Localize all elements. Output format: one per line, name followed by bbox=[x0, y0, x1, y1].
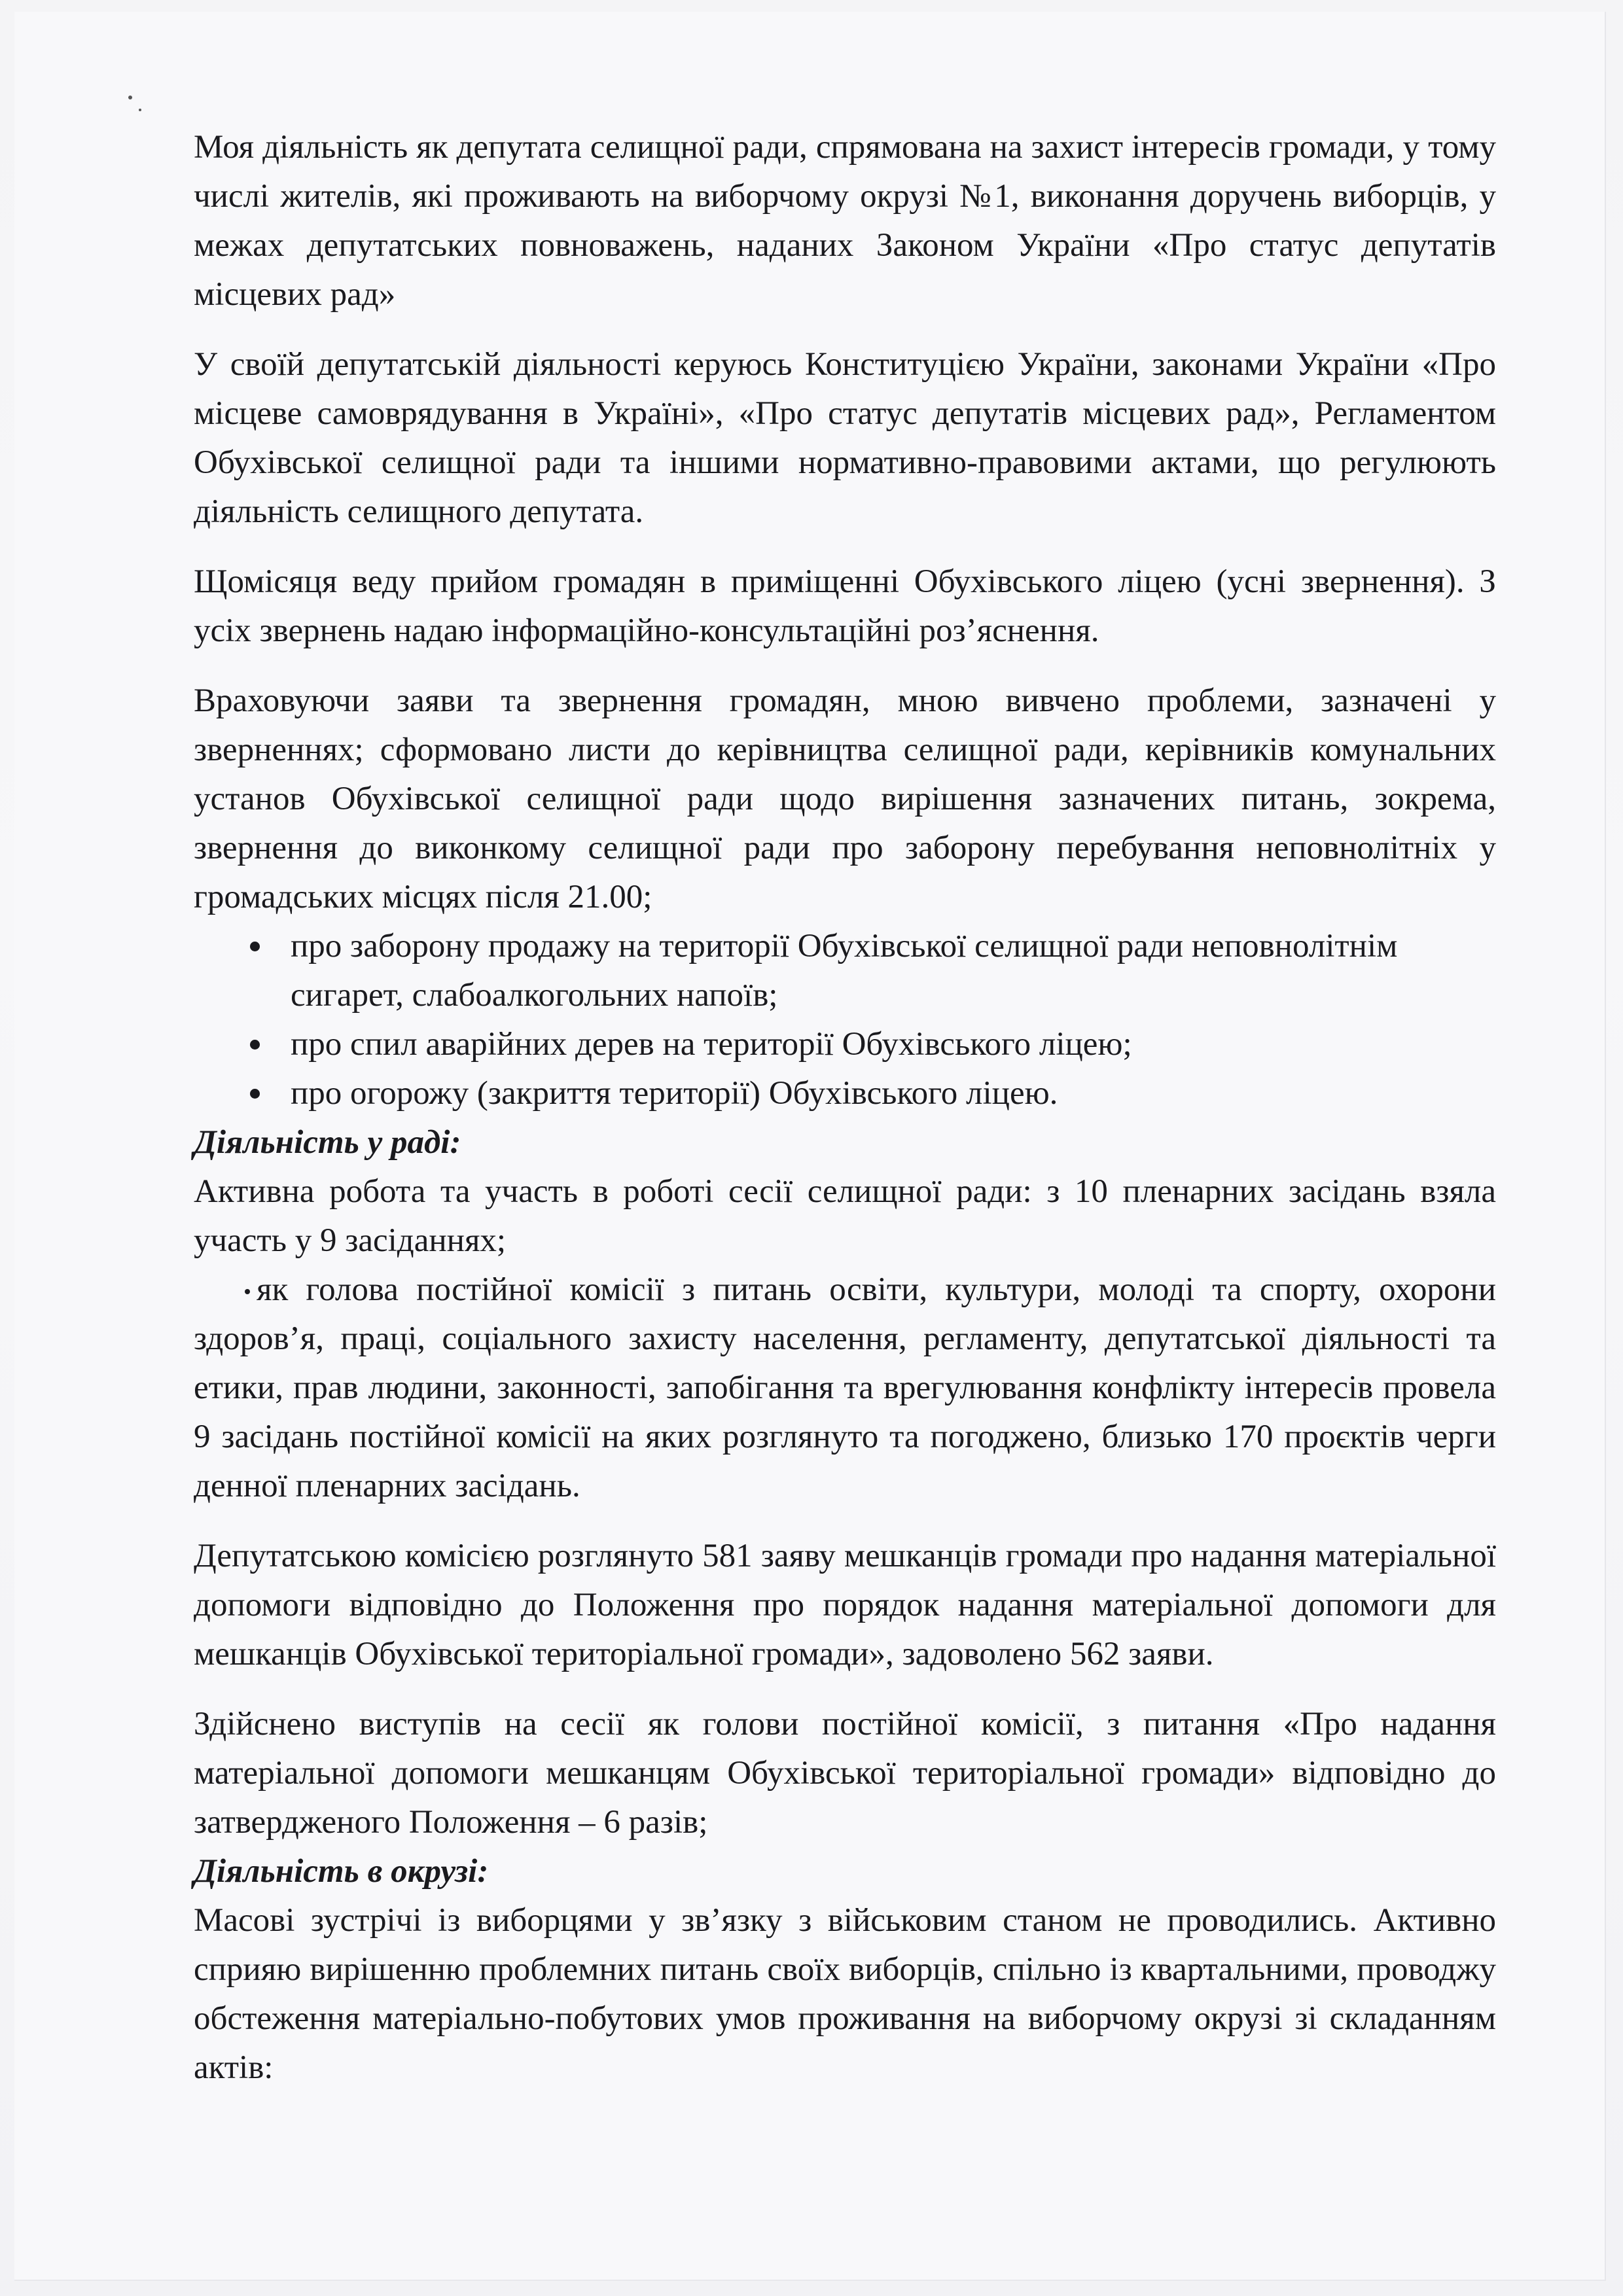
list-item bbox=[194, 1020, 1496, 1069]
heading-council-activity: Діяльність у раді: bbox=[194, 1124, 461, 1161]
paragraph-session-speeches: Здійснено виступів на сесії як голови постійної комісії, з питання «Про надання матеріальної допомоги мешканцям Обухівської територіальної громади» відповідно до затвердженого Положення – 6 разів; bbox=[194, 1706, 1496, 1841]
paragraph-district-work: Масові зустрічі із виборцями у зв’язку з військовим станом не проводились. Активно сприяю вирішенню проблемних питань своїх виборців, спільно із квартальними, проводжу обстеження матеріально-побутових умов проживання на виборчому окрузі зі складанням актів: bbox=[194, 1902, 1496, 2086]
list-item bbox=[194, 922, 1496, 1020]
scan-speck bbox=[139, 109, 141, 111]
document-body bbox=[194, 123, 1496, 2093]
heading-district-activity: Діяльність в окрузі: bbox=[194, 1853, 489, 1890]
scan-speck bbox=[128, 96, 132, 99]
paragraph-reception: Щомісяця веду прийом громадян в приміщенні Обухівського ліцею (усні звернення). З усіх звернень надаю інформаційно-консультаційні роз’яснення. bbox=[194, 563, 1496, 649]
paragraph-session-participation: Активна робота та участь в роботі сесії селищної ради: з 10 пленарних засідань взяла участь у 9 засіданнях; bbox=[194, 1173, 1496, 1259]
bullet-icon bbox=[245, 1289, 250, 1294]
bullet-icon bbox=[250, 1089, 260, 1099]
list-item-text: про заборону продажу на території Обухівської селищної ради неповнолітнім сигарет, слабоалкогольних напоїв; bbox=[291, 928, 1398, 1014]
commission-text: як голова постійної комісії з питань освіти, культури, молоді та спорту, охорони здоров’я, праці, соціального захисту населення, регламенту, депутатської діяльності та етики, прав людини, законності, запобігання та врегулювання конфлікту інтересів провела 9 засідань постійної комісії на яких розглянуто та погоджено, близько 170 проєктів черги денної пленарних засідань. bbox=[194, 1271, 1496, 1504]
bullet-icon bbox=[250, 1040, 260, 1050]
appeals-list bbox=[194, 922, 1496, 1118]
paragraph-activity-intro: Моя діяльність як депутата селищної ради, спрямована на захист інтересів громади, у тому числі жителів, які проживають на виборчому окрузі №1, виконання доручень виборців, у межах депутатських повноважень, наданих Законом України «Про статус депутатів місцевих рад» bbox=[194, 129, 1496, 313]
paragraph-material-aid: Депутатською комісією розглянуто 581 заяву мешканців громади про надання матеріальної допомоги відповідно до Положення про порядок надання матеріальної допомоги для мешканців Обухівської територіальної громади», задоволено 562 заяви. bbox=[194, 1538, 1496, 1672]
list-item-text: про огорожу (закриття території) Обухівського ліцею. bbox=[291, 1075, 1058, 1112]
paragraph-legal-basis: У своїй депутатській діяльності керуюсь Конституцією України, законами України «Про місцеве самоврядування в Україні», «Про статус депутатів місцевих рад», Регламентом Обухівської селищної ради та іншими нормативно-правовими актами, що регулюють діяльність селищного депутата. bbox=[194, 346, 1496, 530]
paragraph-commission-chair bbox=[194, 1265, 1496, 1511]
list-item bbox=[194, 1069, 1496, 1118]
paragraph-appeals: Враховуючи заяви та звернення громадян, мною вивчено проблеми, зазначені у зверненнях; сформовано листи до керівництва селищної ради, керівників комунальних установ Обухівської селищної ради щодо вирішення зазначених питань, зокрема, звернення до виконкому селищної ради про заборону перебування неповнолітніх у громадських місцях після 21.00; bbox=[194, 682, 1496, 915]
list-item-text: про спил аварійних дерев на території Обухівського ліцею; bbox=[291, 1026, 1132, 1063]
bullet-icon bbox=[250, 942, 260, 951]
